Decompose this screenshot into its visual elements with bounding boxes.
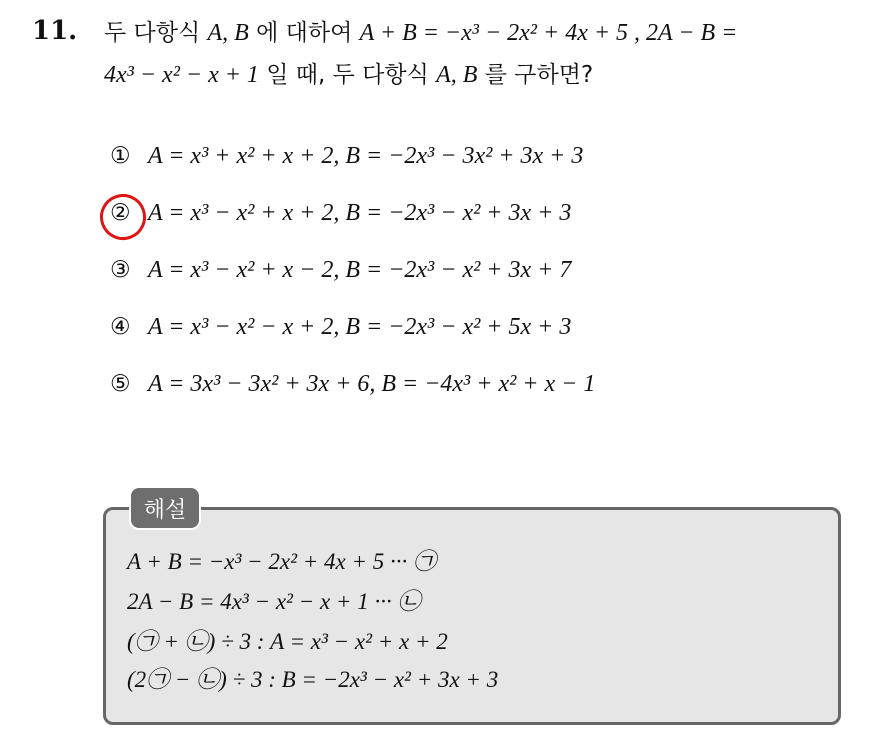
solution-line: (2㉠ − ㉡) ÷ 3 : B = −2x³ − x² + 3x + 3 [127,667,499,692]
question-equation: 4x³ − x² − x + 1 [104,62,259,88]
choice-text: A = x³ − x² + x − 2, B = −2x³ − x² + 3x + 7 [148,257,572,283]
choice-4[interactable] [110,314,571,341]
question-text: 를 구하면? [477,62,594,88]
solution-line: (㉠ + ㉡) ÷ 3 : A = x³ − x² + x + 2 [127,629,448,654]
choice-1[interactable] [110,143,583,170]
question-number: 11. [32,16,78,46]
question-math: A, B [436,62,478,88]
question-line-1 [104,14,737,47]
choice-text: A = x³ − x² + x + 2, B = −2x³ − x² + 3x + 3 [148,200,572,226]
solution-label: 해설 [129,486,201,530]
question-text: 일 때, 두 다항식 [258,62,437,88]
choice-text: A = x³ + x² + x + 2, B = −2x³ − 3x² + 3x + 3 [148,143,584,169]
choice-mark: ③ [110,257,131,283]
choice-5[interactable] [110,371,595,398]
question-text: 에 대하여 [248,20,360,46]
choice-3[interactable] [110,257,571,284]
choice-mark: ① [110,143,131,169]
question-line-2 [104,56,593,89]
question-equation: A + B = −x³ − 2x² + 4x + 5 , 2A − B = [359,20,738,46]
choice-mark [110,200,148,226]
choice-text: A = x³ − x² − x + 2, B = −2x³ − x² + 5x + 3 [148,314,572,340]
solution-line: 2A − B = 4x³ − x² − x + 1 ··· ㉡ [127,589,421,614]
question-math: A, B [207,20,249,46]
solution-line: A + B = −x³ − 2x² + 4x + 5 ··· ㉠ [127,549,436,574]
choice-mark: ④ [110,314,131,340]
question-text: 두 다항식 [104,20,208,46]
choice-mark-glyph: ② [110,200,131,226]
selection-circle-icon [94,188,153,247]
choice-text: A = 3x³ − 3x² + 3x + 6, B = −4x³ + x² + x − 1 [148,371,596,397]
choice-2[interactable] [110,200,571,227]
choice-mark: ⑤ [110,371,131,397]
